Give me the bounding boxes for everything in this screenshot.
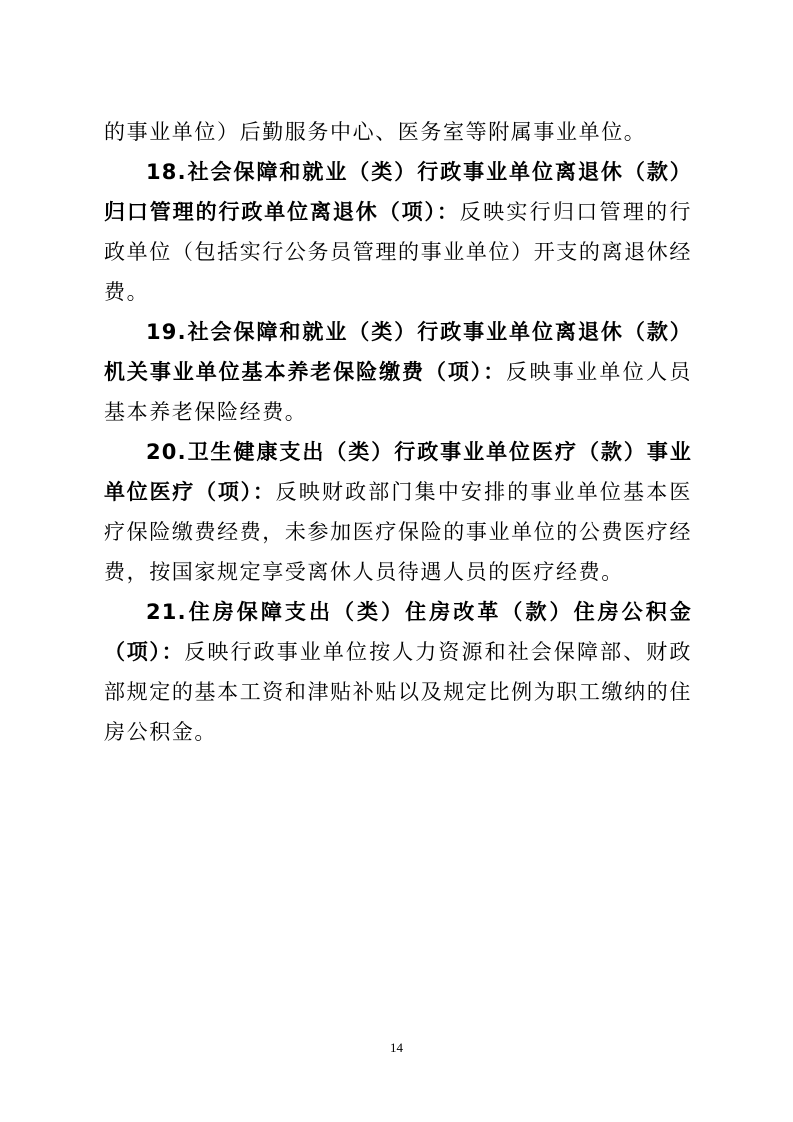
item-21-paragraph bbox=[104, 592, 692, 752]
item-21-title: 21.住房保障支出（类）住房改革（款）住房公积金（项）： bbox=[104, 600, 692, 664]
item-18-title: 18.社会保障和就业（类）行政事业单位离退休（款）归口管理的行政单位离退休（项）： bbox=[104, 160, 692, 224]
item-19-paragraph bbox=[104, 312, 692, 432]
item-18-paragraph bbox=[104, 152, 692, 312]
item-21-body: 反映行政事业单位按人力资源和社会保障部、财政部规定的基本工资和津贴补贴以及规定比例为职工缴纳的住房公积金。 bbox=[104, 640, 692, 744]
item-19-title: 19.社会保障和就业（类）行政事业单位离退休（款）机关事业单位基本养老保险缴费（项）： bbox=[104, 320, 692, 384]
continuation-paragraph: 的事业单位）后勤服务中心、医务室等附属事业单位。 bbox=[104, 120, 647, 144]
item-20-body: 反映财政部门集中安排的事业单位基本医疗保险缴费经费，未参加医疗保险的事业单位的公费医疗经费，按国家规定享受离休人员待遇人员的医疗经费。 bbox=[104, 480, 692, 584]
item-18-body: 反映实行归口管理的行政单位（包括实行公务员管理的事业单位）开支的离退休经费。 bbox=[104, 200, 693, 304]
item-20-paragraph bbox=[104, 432, 692, 592]
page-number: 14 bbox=[390, 1040, 403, 1055]
item-20-title: 20.卫生健康支出（类）行政事业单位医疗（款）事业单位医疗（项）： bbox=[104, 440, 692, 504]
item-19-body: 反映事业单位人员基本养老保险经费。 bbox=[104, 360, 692, 424]
document-body bbox=[104, 112, 692, 752]
